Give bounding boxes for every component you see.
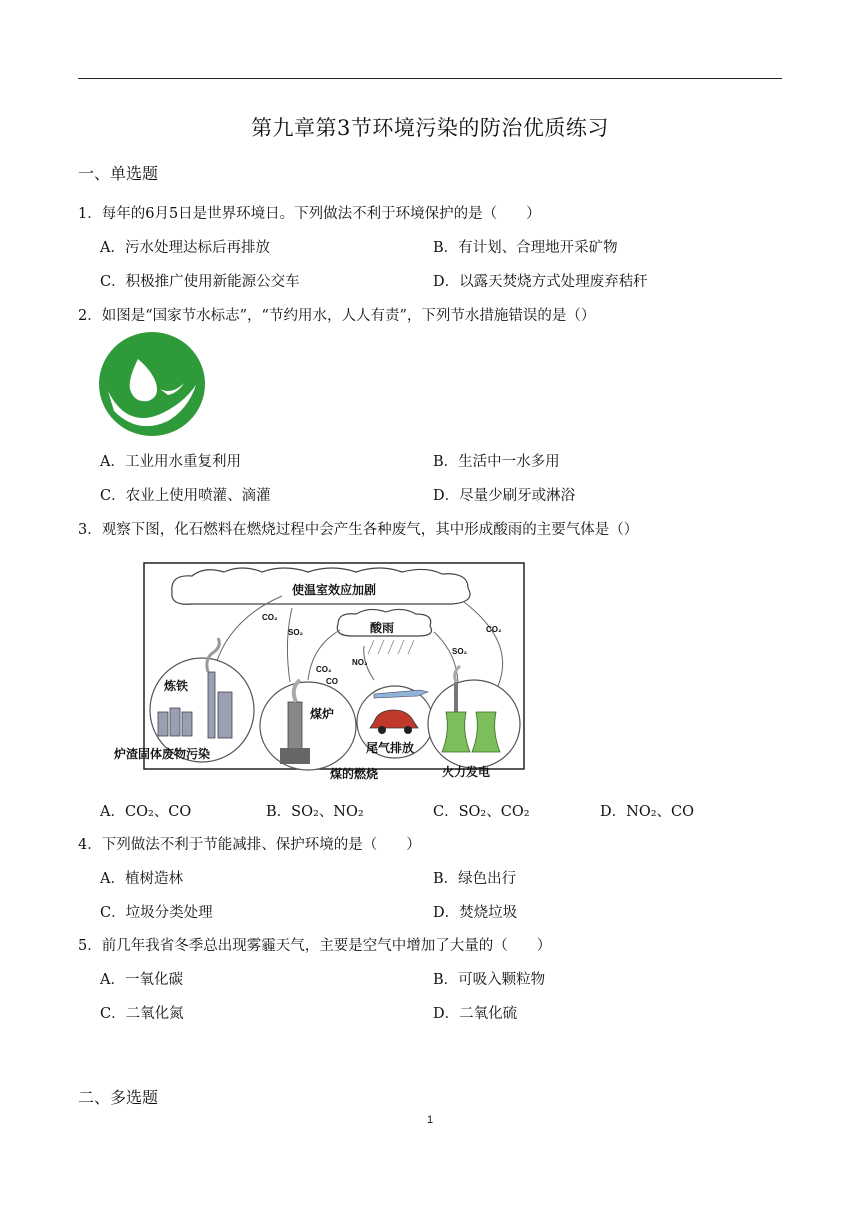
q2-option-a[interactable]: A．工业用水重复利用 <box>100 454 241 470</box>
gas-label-5: CO₂ <box>316 665 332 674</box>
question-2-stem: 2．如图是“国家节水标志”，“节约用水，人人有责”，下列节水措施错误的是（） <box>78 308 596 324</box>
pollution-diagram <box>112 562 528 784</box>
q2-option-c[interactable]: C．农业上使用喷灌、滴灌 <box>100 488 271 504</box>
label-coal: 煤的燃烧 <box>330 767 379 781</box>
page-title: 第九章第3节环境污染的防治优质练习 <box>251 116 609 140</box>
section-heading-multi: 二、多选题 <box>78 1088 159 1107</box>
question-4-stem: 4．下列做法不利于节能减排、保护环境的是（ ） <box>78 837 421 853</box>
q5-option-d[interactable]: D．二氧化硫 <box>433 1006 518 1022</box>
label-slag: 炉渣固体废物污染 <box>114 747 211 761</box>
q5-option-c[interactable]: C．二氧化氮 <box>100 1006 184 1022</box>
gas-label-7: CO <box>326 677 338 686</box>
q1-option-c[interactable]: C．积极推广使用新能源公交车 <box>100 274 300 290</box>
gas-label-2: SO₂ <box>288 628 304 637</box>
q3-option-a[interactable]: A．CO₂、CO <box>100 804 192 820</box>
page-number: 1 <box>426 1114 434 1126</box>
q2-option-b[interactable]: B．生活中一水多用 <box>433 454 560 470</box>
label-iron: 炼铁 <box>164 679 189 693</box>
q3-option-b[interactable]: B．SO₂、NO₂ <box>266 804 364 820</box>
gas-label-3: SO₂ <box>452 647 468 656</box>
label-acid-rain: 酸雨 <box>370 621 395 635</box>
label-stove: 煤炉 <box>310 707 335 721</box>
q4-option-c[interactable]: C．垃圾分类处理 <box>100 905 213 921</box>
q3-option-c[interactable]: C．SO₂、CO₂ <box>433 804 530 820</box>
q5-option-a[interactable]: A．一氧化碳 <box>100 972 183 988</box>
section-heading-single: 一、单选题 <box>78 164 159 183</box>
q4-option-a[interactable]: A．植树造林 <box>100 871 183 887</box>
water-saving-logo-icon <box>98 331 206 437</box>
q2-option-d[interactable]: D．尽量少刷牙或淋浴 <box>433 488 576 504</box>
header-rule <box>78 78 782 79</box>
q4-option-d[interactable]: D．焚烧垃圾 <box>433 905 518 921</box>
gas-label-4: NO₂ <box>352 658 368 667</box>
q4-option-b[interactable]: B．绿色出行 <box>433 871 517 887</box>
q1-option-b[interactable]: B．有计划、合理地开采矿物 <box>433 240 618 256</box>
label-exhaust: 尾气排放 <box>366 741 415 755</box>
q3-option-d[interactable]: D．NO₂、CO <box>600 804 694 820</box>
question-1-stem: 1．每年的6月5日是世界环境日。下列做法不利于环境保护的是（ ） <box>78 206 541 222</box>
question-5-stem: 5．前几年我省冬季总出现雾霾天气，主要是空气中增加了大量的（ ） <box>78 938 552 954</box>
label-power: 火力发电 <box>442 765 491 779</box>
label-greenhouse: 使温室效应加剧 <box>292 583 377 597</box>
gas-label-6: CO₂ <box>486 625 502 634</box>
q5-option-b[interactable]: B．可吸入颗粒物 <box>433 972 546 988</box>
gas-label-1: CO₂ <box>262 613 278 622</box>
question-3-stem: 3．观察下图，化石燃料在燃烧过程中会产生各种废气，其中形成酸雨的主要气体是（） <box>78 522 639 538</box>
q1-option-d[interactable]: D．以露天焚烧方式处理废弃秸秆 <box>433 274 648 290</box>
q1-option-a[interactable]: A．污水处理达标后再排放 <box>100 240 270 256</box>
